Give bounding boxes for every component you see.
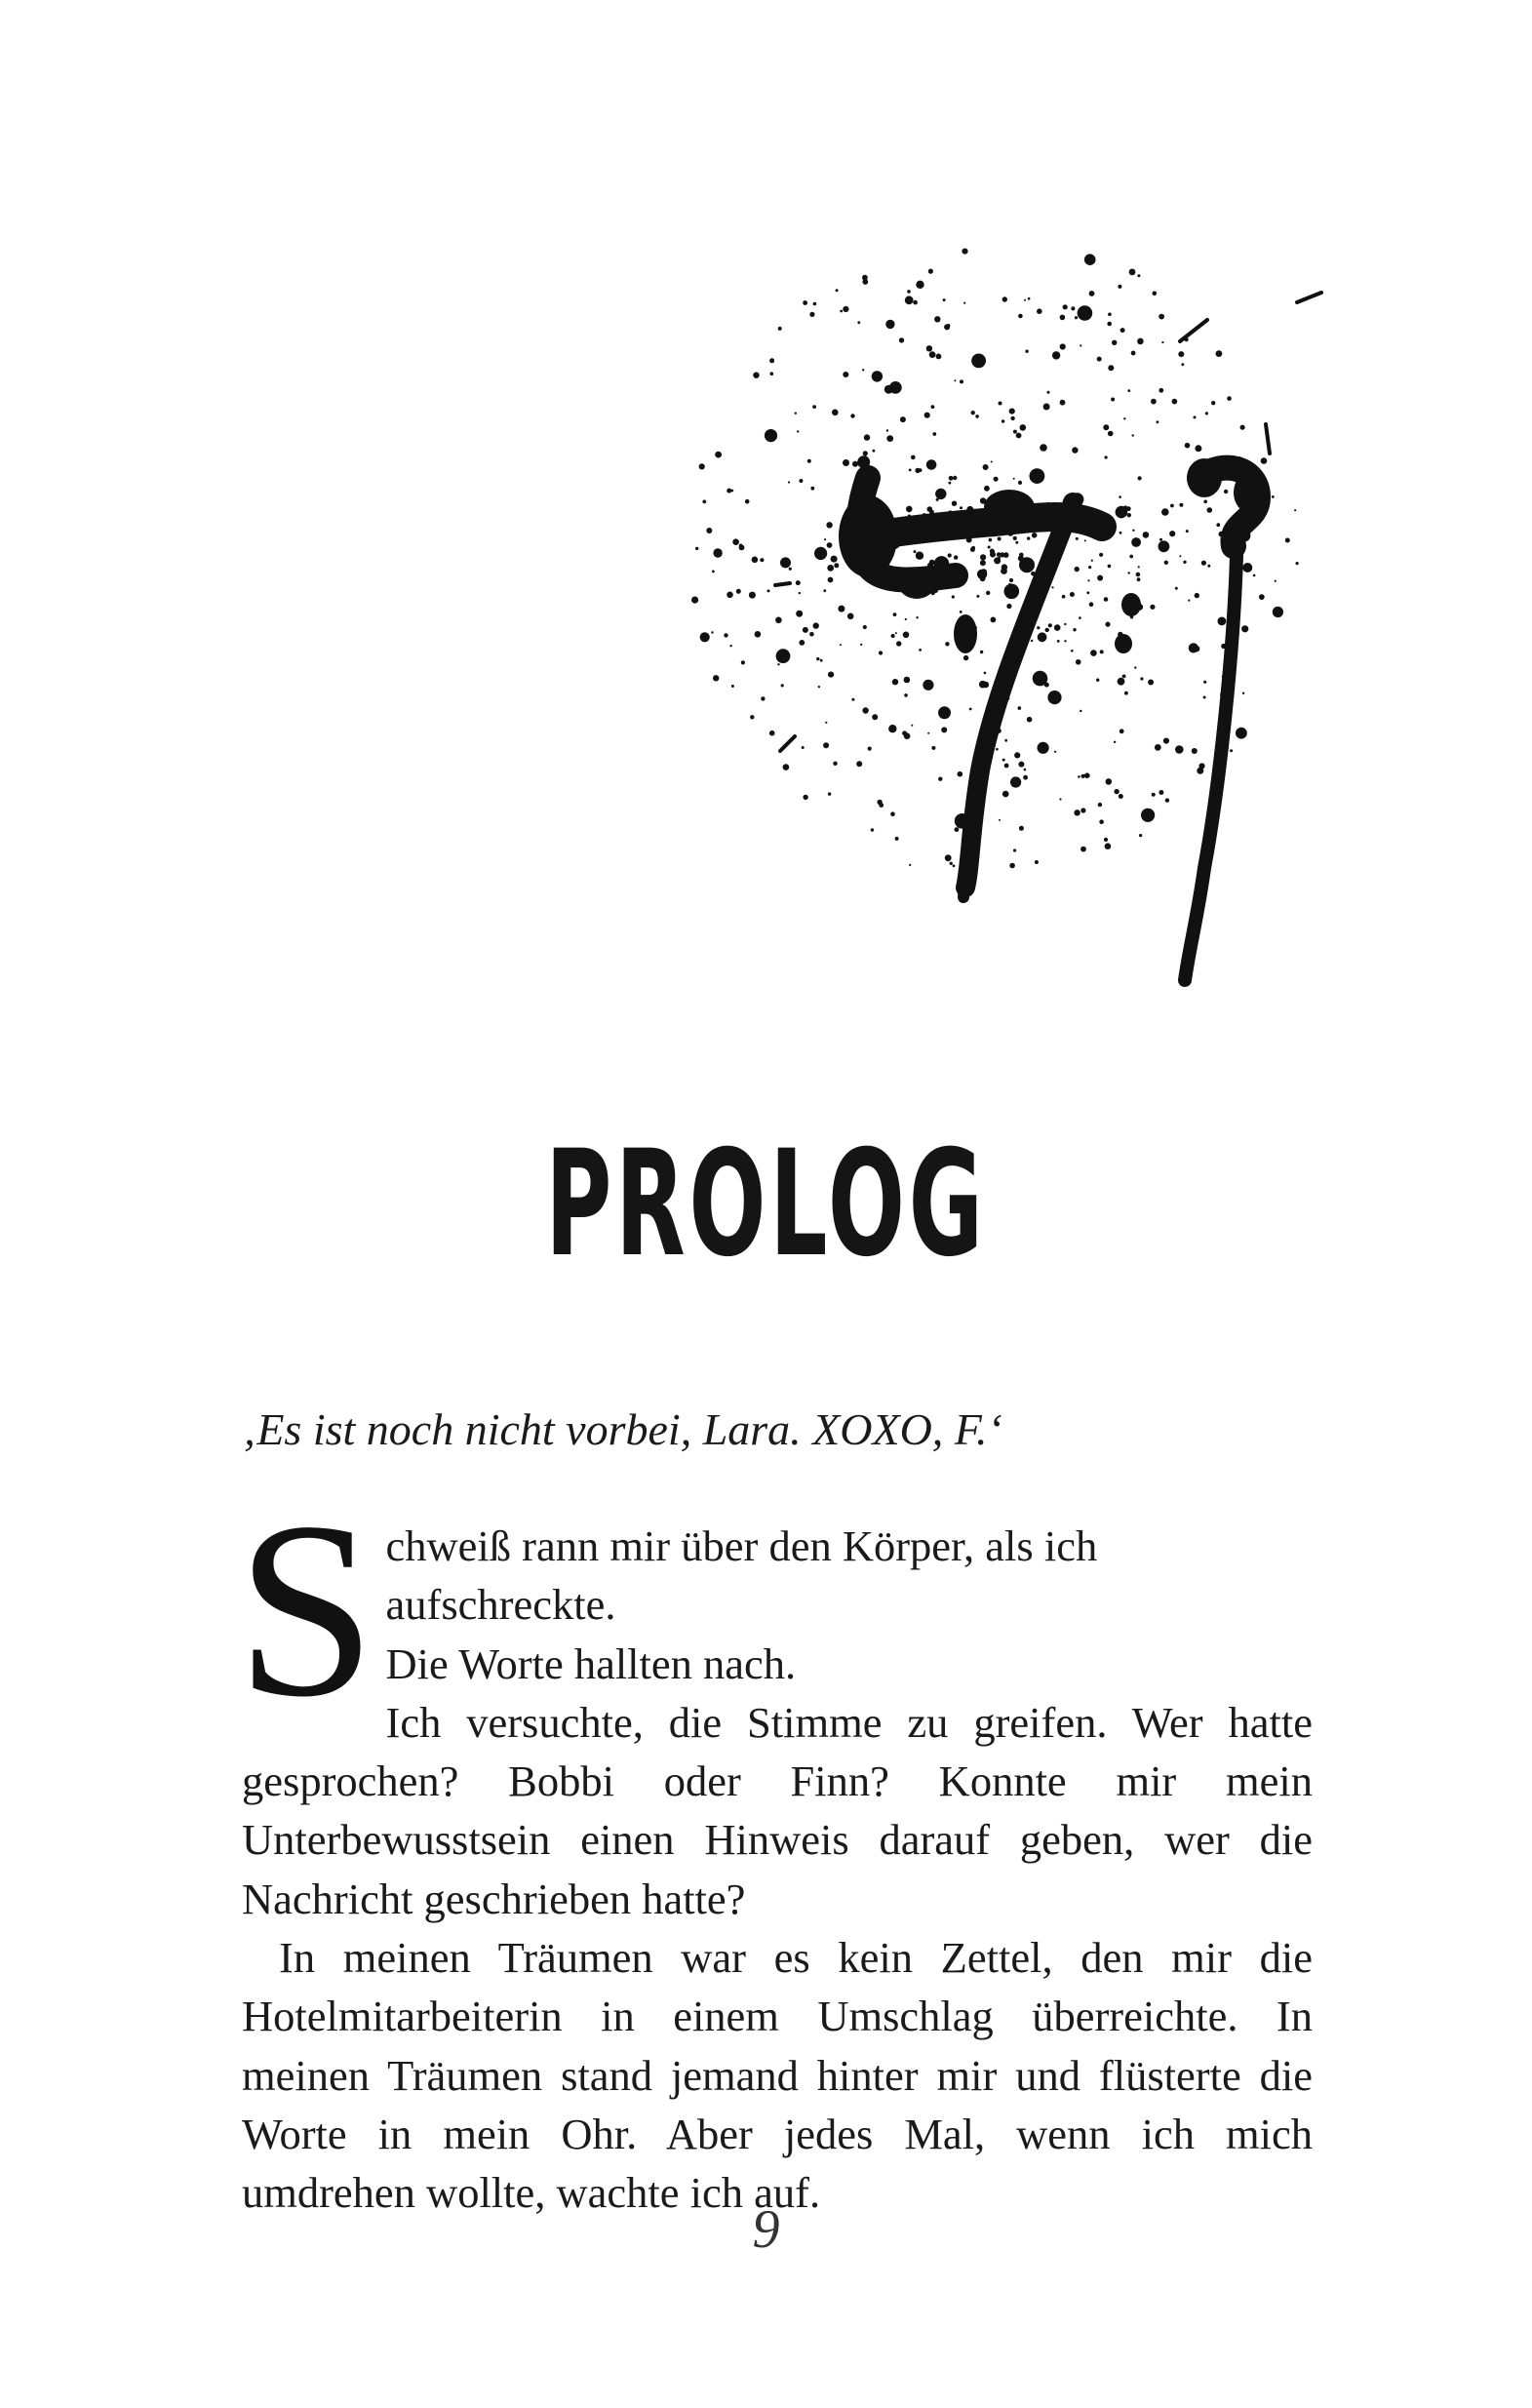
ink-splatter-question-mark-icon (673, 185, 1395, 1063)
paragraph-1-line-2: Die Worte hallten nach. (385, 1638, 797, 1688)
body-text (236, 1470, 1313, 2223)
paragraph-1-line-1: chweiß rann mir über den Körper, als ich aufschreckte. (385, 1521, 1098, 1630)
chapter-title: PROLOG (545, 1120, 987, 1289)
paragraph-2: Ich versuchte, die Stimme zu greifen. Wer hatte gesprochen? Bobbi oder Finn? Konnte mir mein Unterbewusstsein einen Hinweis darauf geben, wer die Nachricht geschrieben hatte? (242, 1697, 1313, 1923)
paragraph-1 (236, 1470, 1313, 1749)
paragraph-3: In meinen Träumen war es kein Zettel, den mir die Hotelmitarbeiterin in einem Umschlag überreichte. In meinen Träumen stand jemand hinter mir und flüsterte die Worte in mein Ohr. Aber jedes Mal, wenn ich mich umdrehen wollte, wachte ich auf. (242, 1933, 1313, 2218)
drop-cap: S (236, 1470, 376, 1749)
epigraph: ‚Es ist noch nicht vorbei, Lara. XOXO, F.‘ (242, 1404, 1002, 1454)
page-number: 9 (752, 2199, 780, 2260)
